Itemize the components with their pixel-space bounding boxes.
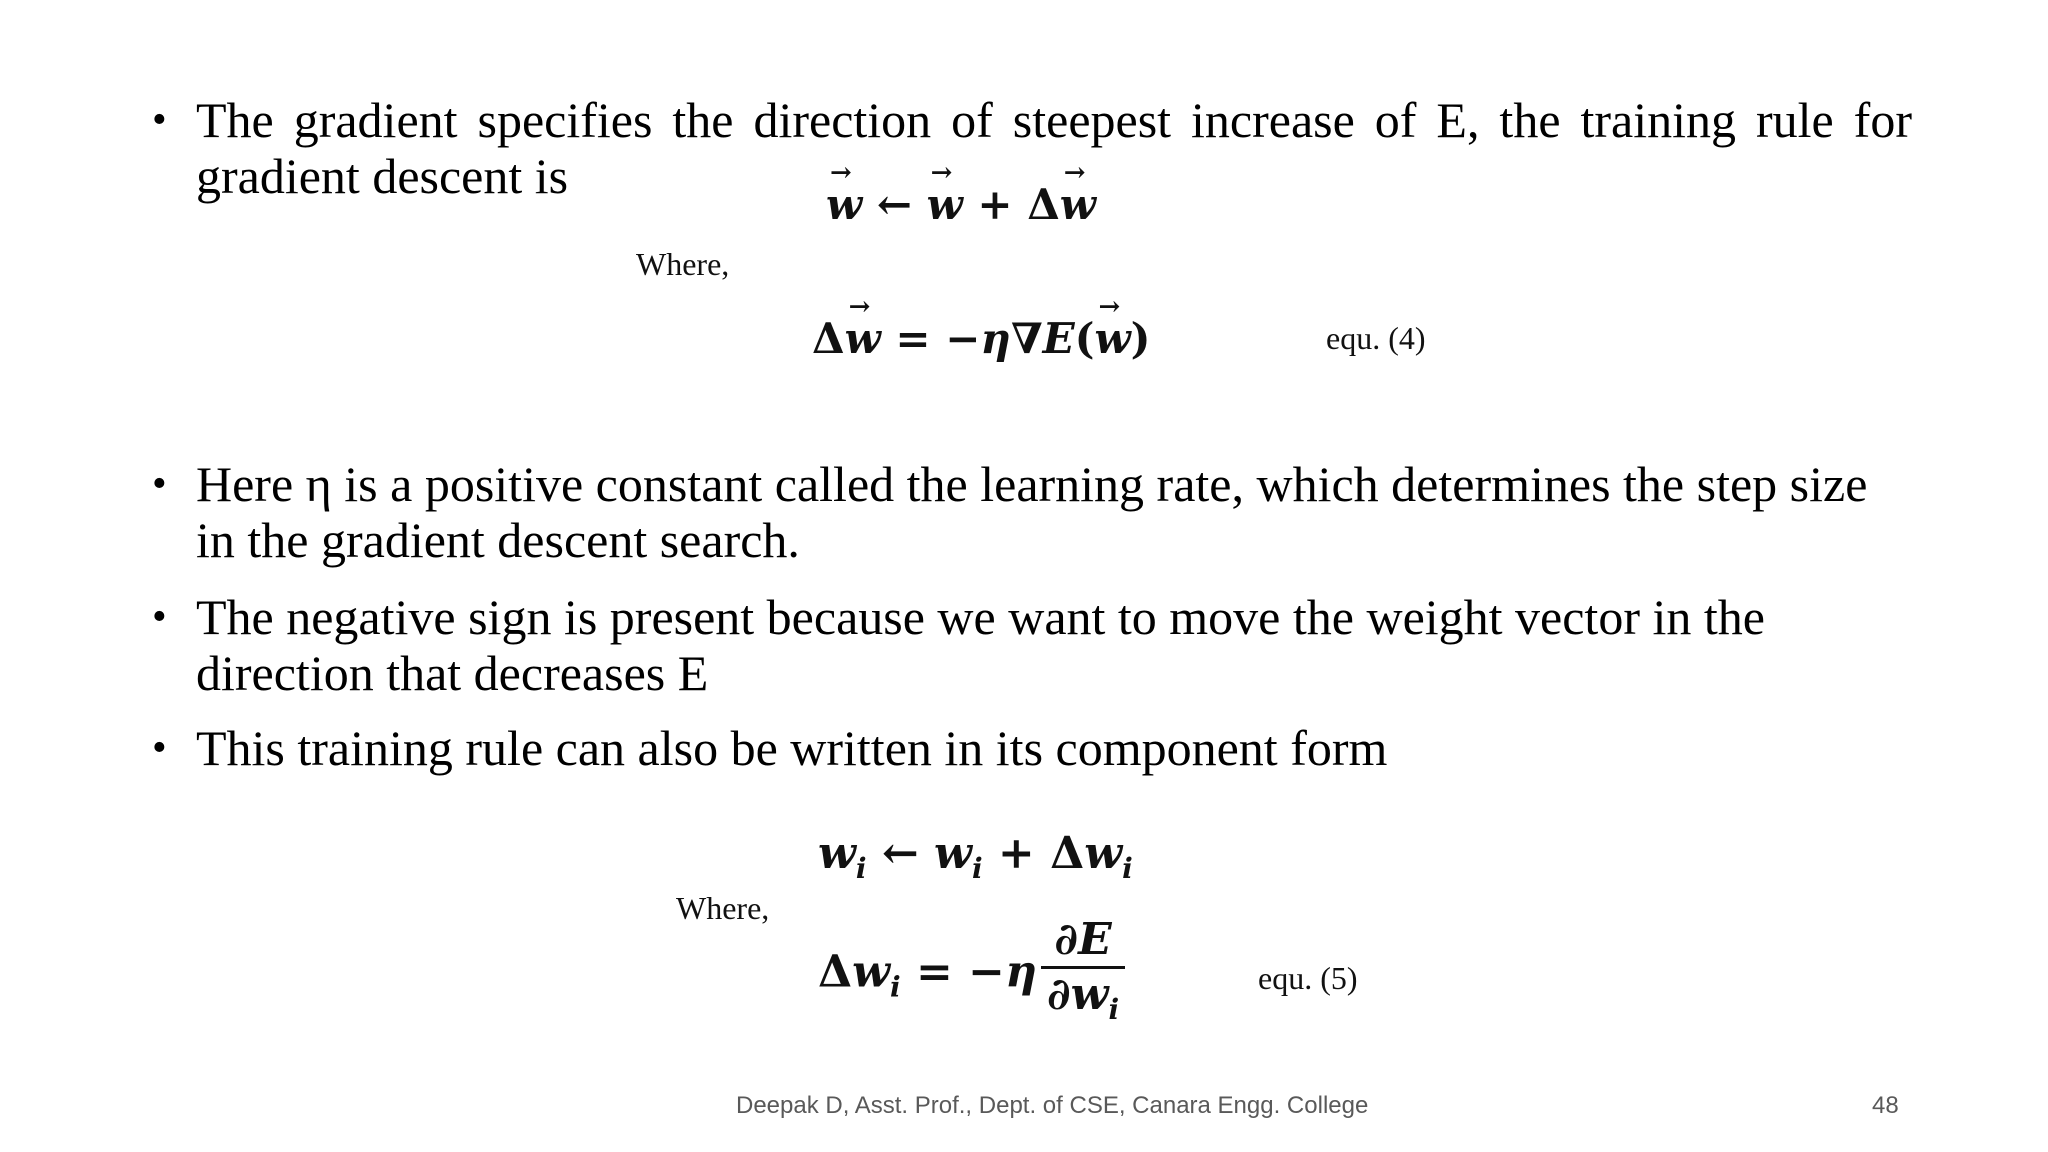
where-label: Where, xyxy=(636,246,730,282)
bullet-marker: • xyxy=(152,461,167,507)
equation-4-label: equ. (4) xyxy=(1326,320,1426,356)
bullet-marker: • xyxy=(152,594,167,640)
weight-update-rule-component: $w_i$ ← $w_i + \Delta w_i$ xyxy=(818,828,1133,885)
footer-credit: Deepak D, Asst. Prof., Dept. of CSE, Canara Engg. College xyxy=(736,1092,1369,1119)
equation-5-label: equ. (5) xyxy=(1258,960,1358,996)
weight-update-rule-vector: → w ← → w + Δ→ w xyxy=(826,180,1096,229)
where-label: Where, xyxy=(676,890,770,926)
slide-number: 48 xyxy=(1872,1092,1899,1119)
delta-wi-partial-derivative-equation: $\Delta w_i = -\eta$ $\frac{\partial E}{\partial w_i}$ xyxy=(818,920,1125,1030)
bullet-item-4 xyxy=(152,720,1912,776)
bullet-text: Here η is a positive constant called the learning rate, which determines the step size in the gradient descent search. xyxy=(196,456,1868,568)
bullet-marker: • xyxy=(152,97,167,143)
bullet-item-2 xyxy=(152,456,1912,568)
bullet-marker: • xyxy=(152,725,167,771)
bullet-item-3 xyxy=(152,589,1912,701)
bullet-text: This training rule can also be written in its component form xyxy=(196,720,1388,776)
delta-w-gradient-equation: Δ→ w = −η∇E(→ w) xyxy=(812,314,1150,363)
bullet-text: The gradient specifies the direction of steepest increase of E, the training rule for gradient descent is xyxy=(196,92,1912,204)
bullet-text: The negative sign is present because we want to move the weight vector in the direction that decreases E xyxy=(196,589,1765,701)
